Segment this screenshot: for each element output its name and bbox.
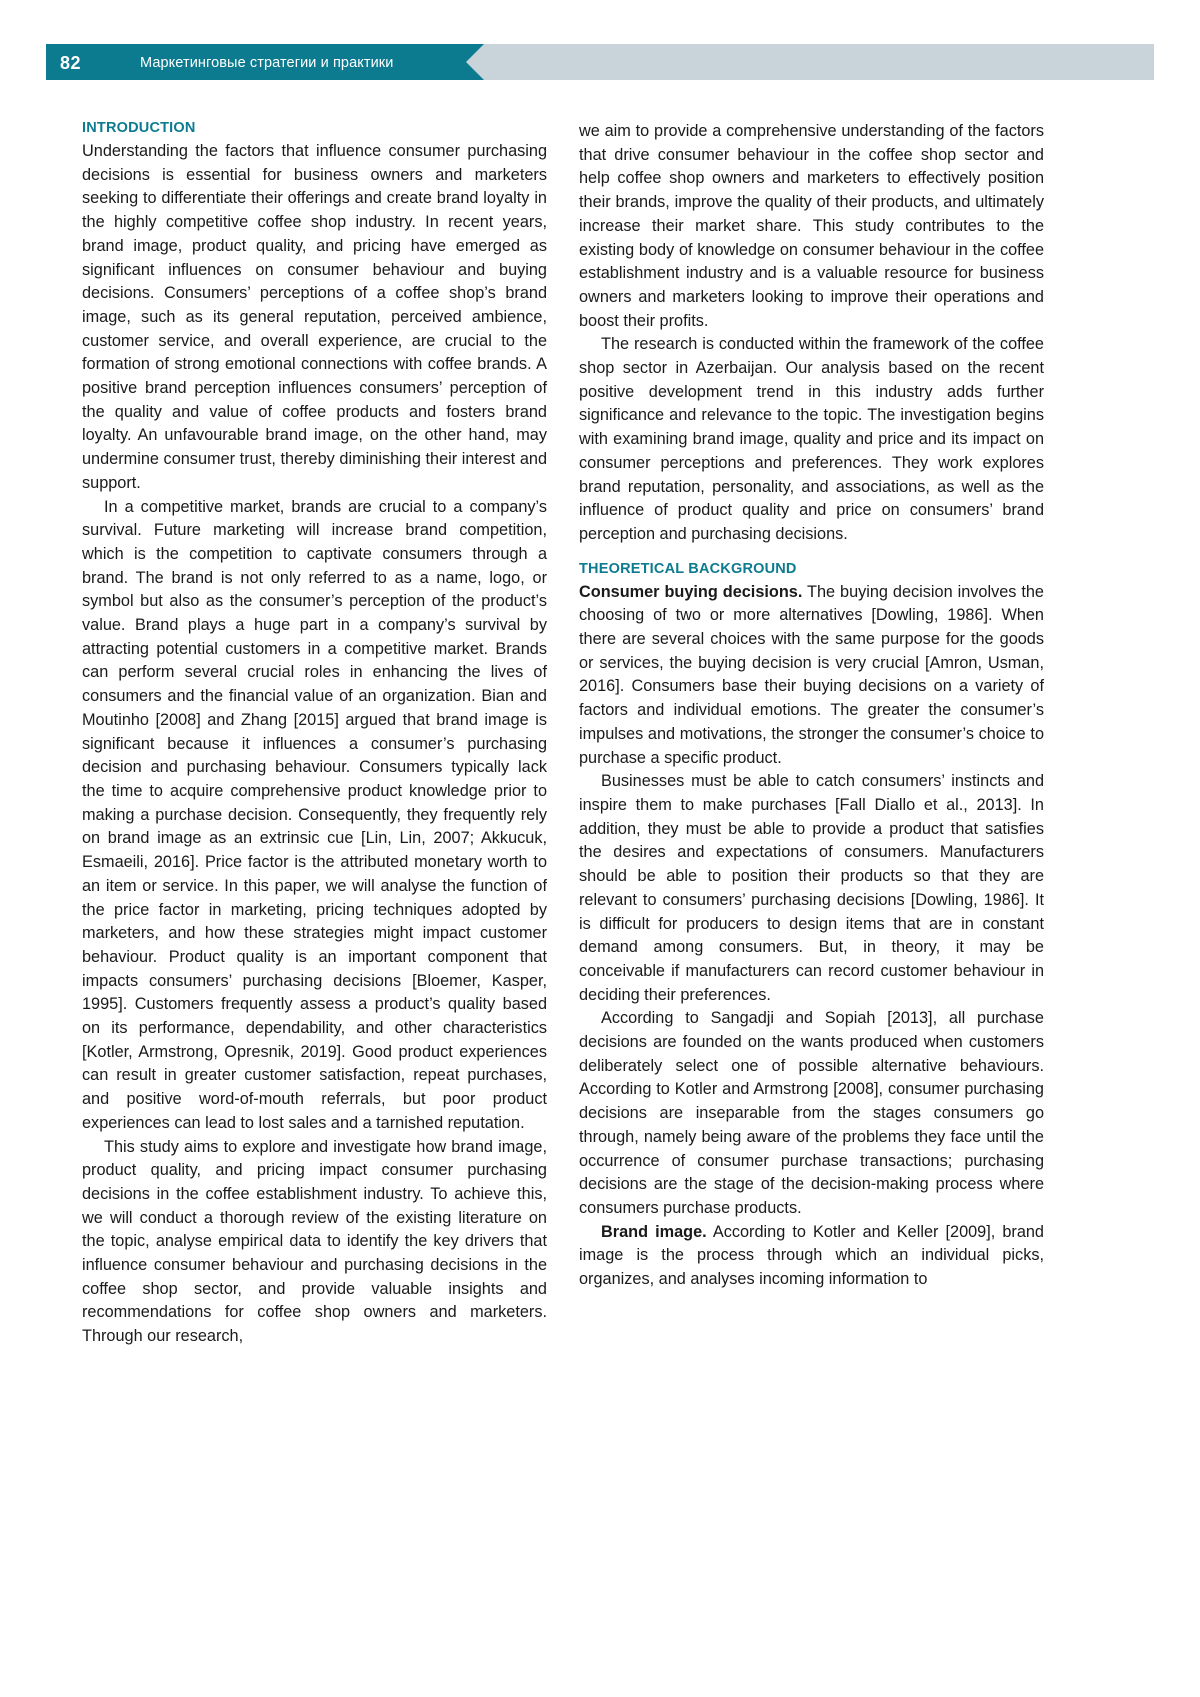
introduction-heading: INTRODUCTION bbox=[82, 120, 196, 136]
left-column bbox=[82, 120, 547, 1349]
paragraph-brand-image bbox=[579, 1221, 1044, 1292]
paragraph: Understanding the factors that influence consumer purchasing decisions is essential for business owners and marketers seeking to differentiate their offerings and create brand loyalty in the highly competitive coffee shop industry. In recent years, brand image, product quality, and pricing have emerged as significant influences on consumer behaviour and buying decisions. Consumers’ perceptions of a coffee shop’s brand image, such as its general reputation, perceived ambience, customer service, and overall experience, are crucial to the formation of strong emotional connections with coffee brands. A positive brand perception influences consumers’ perception of the quality and value of coffee products and fosters brand loyalty. An unfavourable brand image, on the other hand, may undermine consumer trust, thereby diminishing their interest and support. bbox=[82, 142, 547, 492]
run-in-heading: Consumer buying decisions. bbox=[579, 582, 803, 601]
paragraph: we aim to provide a comprehensive understanding of the factors that drive consumer behaviour in the coffee shop sector and help coffee shop owners and marketers to effectively position their brands, improve the quality of their products, and ultimately increase their market share. This study contributes to the existing body of knowledge on consumer behaviour in the coffee establishment industry and is a valuable resource for business owners and marketers looking to improve their operations and boost their profits. bbox=[579, 122, 1044, 330]
paragraph: The research is conducted within the framework of the coffee shop sector in Azerbaijan. Our analysis based on the recent positive development trend in this industry adds further significance and relevance to the topic. The investigation begins with examining brand image, quality and price and its impact on consumer perceptions and preferences. They work explores brand reputation, personality, and associations, as well as the influence of product quality and price on consumers’ brand perception and purchasing decisions. bbox=[579, 335, 1044, 543]
run-in-heading: Brand image. bbox=[601, 1222, 707, 1241]
paragraph-consumer-buying-decisions bbox=[579, 581, 1044, 771]
page-number: 82 bbox=[60, 53, 82, 73]
theoretical-background-heading: THEORETICAL BACKGROUND bbox=[579, 560, 797, 577]
page-header bbox=[0, 44, 1200, 80]
paragraph: In a competitive market, brands are crucial to a company’s survival. Future marketing will increase brand competition, which is the competition to captivate consumers through a brand. The brand is not only referred to as a name, logo, or symbol but also as the consumer’s perception of the product’s value. Brand plays a huge part in a company’s survival by attracting potential customers in a competitive market. Brands can perform several crucial roles in enhancing the lives of consumers and the financial value of an organization. Bian and Moutinho [2008] and Zhang [2015] argued that brand image is significant because it influences a consumer’s purchasing decision and purchasing behaviour. Consumers typically lack the time to acquire comprehensive product knowledge prior to making a purchase decision. Consequently, they frequently rely on brand image as an extrinsic cue [Lin, Lin, 2007; Akkucuk, Esmaeili, 2016]. Price factor is the attributed monetary worth to an item or service. In this paper, we will analyse the function of the price factor in marketing, pricing techniques adopted by marketers, and how these strategies might impact customer behaviour. Product quality is an important component that impacts consumers’ purchasing decisions [Bloemer, Kasper, 1995]. Customers frequently assess a product’s quality based on its performance, dependability, and other characteristics [Kotler, Armstrong, Opresnik, 2019]. Good product experiences can result in greater customer satisfaction, repeat purchases, and positive word-of-mouth referrals, but poor product experiences can lead to lost sales and a tarnished reputation. bbox=[82, 497, 547, 1132]
paragraph-text: The buying decision involves the choosing of two or more alternatives [Dowling, 1986]. When there are several choices with the same purpose for the goods or services, the buying decision is very crucial [Amron, Usman, 2016]. Consumers base their buying decisions on a variety of factors and individual emotions. The greater the consumer’s impulses and motivations, the stronger the consumer’s choice to purchase a specific product. bbox=[579, 582, 1044, 767]
paragraph: This study aims to explore and investigate how brand image, product quality, and pricing impact consumer purchasing decisions in the coffee establishment industry. To achieve this, we will conduct a thorough review of the existing literature on the topic, analyse empirical data to identify the key drivers that influence consumer behaviour and purchasing decisions in the coffee shop sector, and provide valuable insights and recommendations for coffee shop owners and marketers. Through our research, bbox=[82, 1137, 547, 1346]
page-content bbox=[82, 120, 1120, 1349]
right-column bbox=[579, 120, 1044, 1349]
paragraph: According to Sangadji and Sopiah [2013], all purchase decisions are founded on the wants produced when customers deliberately select one of possible alternative behaviours. According to Kotler and Armstrong [2008], consumer purchasing decisions are inseparable from the stages consumers go through, namely being aware of the problems they face until the occurrence of consumer purchase transactions; purchasing decisions are the stage of the decision-making process where consumers purchase products. bbox=[579, 1009, 1044, 1217]
paragraph: Businesses must be able to catch consumers’ instincts and inspire them to make purchases [Fall Diallo et al., 2013]. In addition, they must be able to provide a product that satisfies the desires and expectations of consumers. Manufacturers should be able to position their products so that they are relevant to consumers’ purchasing decisions [Dowling, 1986]. It is difficult for producers to design items that are in constant demand among consumers. But, in theory, it may be conceivable if manufacturers can record customer behaviour in deciding their preferences. bbox=[579, 772, 1044, 1004]
running-title: Маркетинговые стратегии и практики bbox=[140, 55, 394, 71]
paragraph-text: According to Kotler and Keller [2009], brand image is the process through which an individual picks, organizes, and analyses incoming information to bbox=[579, 1222, 1044, 1289]
